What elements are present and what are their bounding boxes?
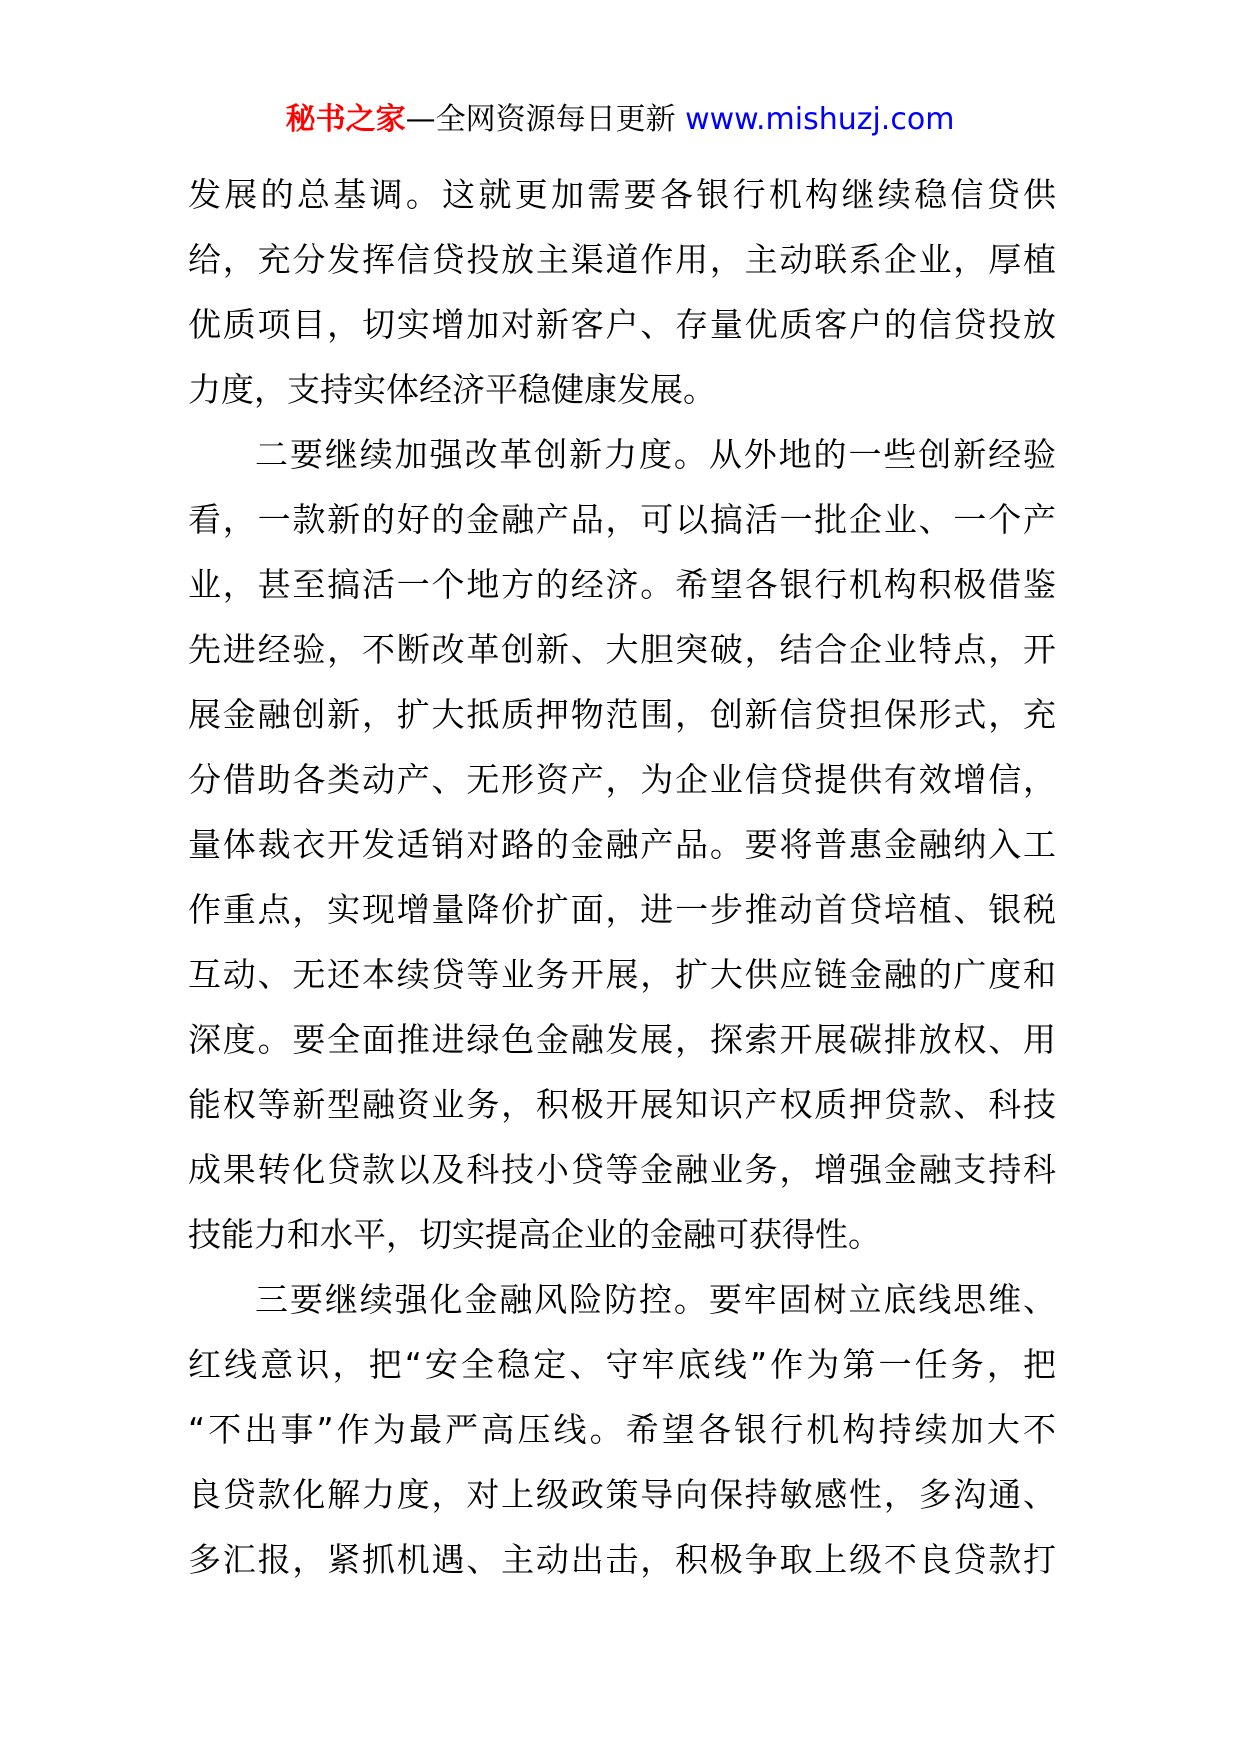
text-line: 三要继续强化金融风险防控。要牢固树立底线思维、 xyxy=(255,1280,1056,1319)
text-line: 技能力和水平，切实提高企业的金融可获得性。 xyxy=(188,1215,881,1254)
text-line: 优质项目，切实增加对新客户、存量优质客户的信贷投放 xyxy=(188,305,1056,344)
text-line: 量体裁衣开发适销对路的金融产品。要将普惠金融纳入工 xyxy=(188,825,1056,864)
text-line: 二要继续加强改革创新力度。从外地的一些创新经验 xyxy=(255,435,1056,474)
text-line: 分借助各类动产、无形资产，为企业信贷提供有效增信， xyxy=(188,760,1056,799)
site-url-link[interactable]: www.mishuzj.com xyxy=(675,102,955,137)
text-line: 给，充分发挥信贷投放主渠道作用，主动联系企业，厚植 xyxy=(188,240,1056,279)
text-line: 先进经验，不断改革创新、大胆突破，结合企业特点，开 xyxy=(188,630,1056,669)
text-line: 红线意识，把“安全稳定、守牢底线”作为第一任务，把 xyxy=(188,1345,1056,1384)
paragraph xyxy=(188,422,1056,1267)
paragraph xyxy=(188,162,1056,422)
text-line: 作重点，实现增量降价扩面，进一步推动首贷培植、银税 xyxy=(188,890,1056,929)
site-brand: 秘书之家 xyxy=(285,102,406,137)
text-line: 看，一款新的好的金融产品，可以搞活一批企业、一个产 xyxy=(188,500,1056,539)
text-line: 深度。要全面推进绿色金融发展，探索开展碳排放权、用 xyxy=(188,1020,1056,1059)
site-tagline: —全网资源每日更新 xyxy=(405,102,676,137)
text-line: 能权等新型融资业务，积极开展知识产权质押贷款、科技 xyxy=(188,1085,1056,1124)
text-line: 良贷款化解力度，对上级政策导向保持敏感性，多沟通、 xyxy=(188,1475,1056,1514)
text-line: 展金融创新，扩大抵质押物范围，创新信贷担保形式，充 xyxy=(188,695,1056,734)
text-line: 业，甚至搞活一个地方的经济。希望各银行机构积极借鉴 xyxy=(188,565,1056,604)
document-body xyxy=(188,162,1056,1592)
page-header xyxy=(0,100,1240,140)
text-line: 发展的总基调。这就更加需要各银行机构继续稳信贷供 xyxy=(188,175,1056,214)
paragraph xyxy=(188,1267,1056,1592)
text-line: “不出事”作为最严高压线。希望各银行机构持续加大不 xyxy=(188,1410,1056,1449)
text-line: 力度，支持实体经济平稳健康发展。 xyxy=(188,370,716,409)
text-line: 成果转化贷款以及科技小贷等金融业务，增强金融支持科 xyxy=(188,1150,1056,1189)
text-line: 互动、无还本续贷等业务开展，扩大供应链金融的广度和 xyxy=(188,955,1056,994)
text-line: 多汇报，紧抓机遇、主动出击，积极争取上级不良贷款打 xyxy=(188,1540,1056,1579)
